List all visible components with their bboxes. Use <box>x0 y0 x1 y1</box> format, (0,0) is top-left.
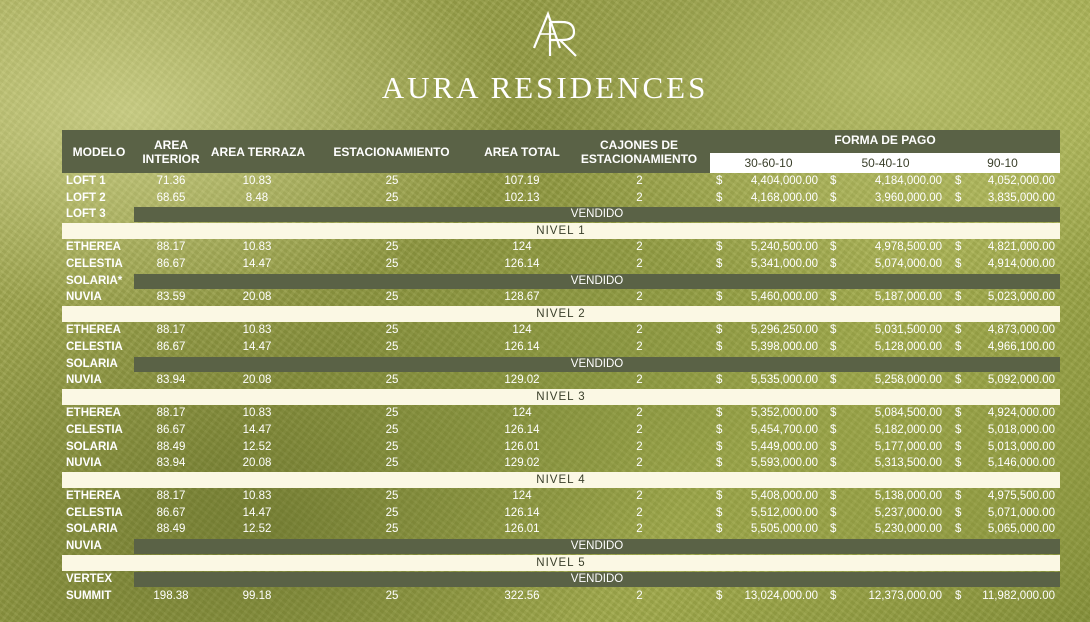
currency-symbol: $ <box>955 324 962 337</box>
cell-modelo: ETHEREA <box>66 407 121 420</box>
cell-area-terraza: 99.18 <box>242 589 272 602</box>
cell-area-interior: 83.59 <box>156 291 186 304</box>
table-row <box>62 289 1060 306</box>
currency-symbol: $ <box>955 423 962 436</box>
price-table <box>62 130 1060 604</box>
col-area-terraza: AREA TERRAZA <box>210 144 306 159</box>
table-row <box>62 521 1060 538</box>
sold-row <box>62 206 1060 223</box>
cell-cajones: 2 <box>636 241 643 254</box>
cell-modelo: LOFT 3 <box>66 208 106 221</box>
currency-symbol: $ <box>830 457 837 470</box>
currency-symbol: $ <box>716 175 723 187</box>
sold-row <box>62 356 1060 373</box>
table-row <box>62 439 1060 456</box>
cell-cajones: 2 <box>636 440 643 453</box>
cell-estacionamiento: 25 <box>385 340 399 353</box>
cell-area-terraza: 20.08 <box>242 374 272 387</box>
cell-price-30-60-10: 5,240,500.00 <box>750 241 818 254</box>
cell-modelo: LOFT 2 <box>66 191 106 204</box>
cell-area-total: 126.14 <box>504 423 540 436</box>
payment-plans-row <box>710 153 1060 173</box>
cell-price-50-40-10: 5,138,000.00 <box>874 490 942 503</box>
cell-price-50-40-10: 4,184,000.00 <box>874 175 942 187</box>
currency-symbol: $ <box>830 440 837 453</box>
cell-area-interior: 88.17 <box>156 324 186 337</box>
currency-symbol: $ <box>955 291 962 304</box>
cell-area-terraza: 12.52 <box>242 523 272 536</box>
currency-symbol: $ <box>716 324 723 337</box>
cell-area-interior: 88.17 <box>156 407 186 420</box>
currency-symbol: $ <box>830 291 837 304</box>
level-divider: NIVEL 5 <box>62 555 1060 572</box>
col-area-total: AREA TOTAL <box>484 144 560 159</box>
cell-price-50-40-10: 5,128,000.00 <box>874 340 942 353</box>
cell-price-50-40-10: 5,313,500.00 <box>874 457 942 470</box>
cell-area-terraza: 12.52 <box>242 440 272 453</box>
currency-symbol: $ <box>830 589 837 602</box>
cell-modelo: SOLARIA <box>66 440 118 453</box>
currency-symbol: $ <box>955 241 962 254</box>
cell-area-total: 124 <box>512 407 532 420</box>
currency-symbol: $ <box>830 506 837 519</box>
cell-estacionamiento: 25 <box>385 457 399 470</box>
cell-area-total: 126.01 <box>504 440 540 453</box>
plan-90-10: 90-10 <box>987 156 1018 170</box>
table-row <box>62 588 1060 605</box>
level-divider: NIVEL 2 <box>62 306 1060 323</box>
cell-price-50-40-10: 5,182,000.00 <box>874 423 942 436</box>
cell-area-interior: 198.38 <box>153 589 189 602</box>
cell-cajones: 2 <box>636 523 643 536</box>
cell-cajones: 2 <box>636 490 643 503</box>
cell-estacionamiento: 25 <box>385 175 399 187</box>
cell-estacionamiento: 25 <box>385 324 399 337</box>
cell-price-30-60-10: 5,352,000.00 <box>750 407 818 420</box>
currency-symbol: $ <box>830 423 837 436</box>
cell-price-90-10: 5,013,000.00 <box>987 440 1055 453</box>
sold-banner: VENDIDO <box>134 207 1060 222</box>
cell-area-terraza: 10.83 <box>242 407 272 420</box>
currency-symbol: $ <box>955 340 962 353</box>
cell-price-90-10: 4,052,000.00 <box>987 175 1055 187</box>
cell-price-30-60-10: 5,512,000.00 <box>750 506 818 519</box>
table-row <box>62 455 1060 472</box>
level-divider: NIVEL 3 <box>62 389 1060 406</box>
cell-modelo: NUVIA <box>66 291 102 304</box>
cell-price-30-60-10: 5,408,000.00 <box>750 490 818 503</box>
cell-modelo: LOFT 1 <box>66 175 106 187</box>
cell-estacionamiento: 25 <box>385 374 399 387</box>
currency-symbol: $ <box>716 241 723 254</box>
currency-symbol: $ <box>955 257 962 270</box>
cell-price-50-40-10: 5,177,000.00 <box>874 440 942 453</box>
sold-banner: VENDIDO <box>134 572 1060 587</box>
cell-area-interior: 88.49 <box>156 523 186 536</box>
cell-cajones: 2 <box>636 506 643 519</box>
sold-row <box>62 538 1060 555</box>
cell-price-90-10: 5,023,000.00 <box>987 291 1055 304</box>
table-row <box>62 190 1060 207</box>
cell-estacionamiento: 25 <box>385 589 399 602</box>
currency-symbol: $ <box>955 506 962 519</box>
plan-30-60-10: 30-60-10 <box>744 156 793 170</box>
col-estacionamiento: ESTACIONAMIENTO <box>333 144 450 159</box>
cell-cajones: 2 <box>636 457 643 470</box>
brand-title: AURA RESIDENCES <box>381 70 709 105</box>
table-row <box>62 422 1060 439</box>
currency-symbol: $ <box>830 324 837 337</box>
currency-symbol: $ <box>955 407 962 420</box>
cell-area-terraza: 10.83 <box>242 175 272 187</box>
cell-area-terraza: 10.83 <box>242 490 272 503</box>
cell-estacionamiento: 25 <box>385 506 399 519</box>
plan-50-40-10: 50-40-10 <box>861 156 910 170</box>
currency-symbol: $ <box>716 257 723 270</box>
col-forma-pago: FORMA DE PAGO <box>834 133 936 147</box>
currency-symbol: $ <box>955 523 962 536</box>
cell-modelo: SOLARIA* <box>66 274 123 287</box>
sold-banner: VENDIDO <box>134 357 1060 372</box>
cell-modelo: CELESTIA <box>66 257 123 270</box>
col-modelo: MODELO <box>72 144 126 159</box>
cell-cajones: 2 <box>636 324 643 337</box>
cell-area-terraza: 14.47 <box>242 423 272 436</box>
currency-symbol: $ <box>716 589 723 602</box>
cell-price-90-10: 5,146,000.00 <box>987 457 1055 470</box>
cell-modelo: CELESTIA <box>66 506 123 519</box>
cell-area-interior: 88.17 <box>156 490 186 503</box>
cell-cajones: 2 <box>636 589 643 602</box>
cell-area-terraza: 10.83 <box>242 324 272 337</box>
sold-row <box>62 571 1060 588</box>
cell-price-50-40-10: 3,960,000.00 <box>874 191 942 204</box>
cell-price-50-40-10: 5,258,000.00 <box>874 374 942 387</box>
cell-area-total: 102.13 <box>504 191 540 204</box>
currency-symbol: $ <box>716 291 723 304</box>
cell-area-interior: 88.49 <box>156 440 186 453</box>
cell-price-90-10: 5,018,000.00 <box>987 423 1055 436</box>
cell-modelo: SUMMIT <box>66 589 112 602</box>
level-divider: NIVEL 1 <box>62 223 1060 240</box>
table-row <box>62 322 1060 339</box>
cell-price-90-10: 4,924,000.00 <box>987 407 1055 420</box>
cell-estacionamiento: 25 <box>385 523 399 536</box>
cell-estacionamiento: 25 <box>385 191 399 204</box>
cell-price-90-10: 4,914,000.00 <box>987 257 1055 270</box>
cell-modelo: ETHEREA <box>66 324 121 337</box>
currency-symbol: $ <box>830 241 837 254</box>
cell-cajones: 2 <box>636 423 643 436</box>
cell-price-30-60-10: 5,454,700.00 <box>750 423 818 436</box>
cell-price-50-40-10: 5,237,000.00 <box>874 506 942 519</box>
cell-price-90-10: 4,873,000.00 <box>987 324 1055 337</box>
currency-symbol: $ <box>716 423 723 436</box>
cell-price-50-40-10: 5,084,500.00 <box>874 407 942 420</box>
cell-modelo: VERTEX <box>66 573 113 586</box>
currency-symbol: $ <box>830 374 837 387</box>
cell-area-interior: 86.67 <box>156 340 186 353</box>
cell-area-total: 124 <box>512 490 532 503</box>
cell-price-30-60-10: 5,296,250.00 <box>750 324 818 337</box>
cell-estacionamiento: 25 <box>385 490 399 503</box>
cell-area-total: 126.01 <box>504 523 540 536</box>
cell-cajones: 2 <box>636 191 643 204</box>
cell-area-total: 124 <box>512 241 532 254</box>
sold-banner: VENDIDO <box>134 539 1060 554</box>
cell-area-interior: 86.67 <box>156 506 186 519</box>
currency-symbol: $ <box>716 374 723 387</box>
cell-price-50-40-10: 4,978,500.00 <box>874 241 942 254</box>
cell-modelo: CELESTIA <box>66 340 123 353</box>
cell-cajones: 2 <box>636 291 643 304</box>
cell-area-terraza: 14.47 <box>242 257 272 270</box>
currency-symbol: $ <box>830 257 837 270</box>
currency-symbol: $ <box>716 440 723 453</box>
cell-price-90-10: 5,092,000.00 <box>987 374 1055 387</box>
currency-symbol: $ <box>830 340 837 353</box>
cell-price-90-10: 4,821,000.00 <box>987 241 1055 254</box>
cell-modelo: NUVIA <box>66 540 102 553</box>
cell-area-interior: 83.94 <box>156 374 186 387</box>
cell-area-total: 124 <box>512 324 532 337</box>
cell-area-total: 129.02 <box>504 374 540 387</box>
cell-cajones: 2 <box>636 407 643 420</box>
currency-symbol: $ <box>830 490 837 503</box>
table-row <box>62 488 1060 505</box>
cell-estacionamiento: 25 <box>385 241 399 254</box>
cell-price-30-60-10: 5,535,000.00 <box>750 374 818 387</box>
cell-price-90-10: 5,071,000.00 <box>987 506 1055 519</box>
currency-symbol: $ <box>830 175 837 187</box>
cell-area-interior: 86.67 <box>156 257 186 270</box>
currency-symbol: $ <box>830 523 837 536</box>
cell-price-50-40-10: 5,230,000.00 <box>874 523 942 536</box>
cell-price-30-60-10: 5,341,000.00 <box>750 257 818 270</box>
cell-price-30-60-10: 5,398,000.00 <box>750 340 818 353</box>
currency-symbol: $ <box>955 457 962 470</box>
cell-area-interior: 86.67 <box>156 423 186 436</box>
currency-symbol: $ <box>955 374 962 387</box>
currency-symbol: $ <box>955 175 962 187</box>
cell-estacionamiento: 25 <box>385 407 399 420</box>
cell-area-interior: 88.17 <box>156 241 186 254</box>
cell-price-30-60-10: 5,449,000.00 <box>750 440 818 453</box>
cell-price-50-40-10: 5,031,500.00 <box>874 324 942 337</box>
currency-symbol: $ <box>955 490 962 503</box>
col-cajones: CAJONES DE ESTACIONAMIENTO <box>580 137 698 166</box>
currency-symbol: $ <box>716 506 723 519</box>
cell-estacionamiento: 25 <box>385 257 399 270</box>
cell-price-30-60-10: 5,505,000.00 <box>750 523 818 536</box>
cell-cajones: 2 <box>636 374 643 387</box>
cell-price-90-10: 11,982,000.00 <box>982 589 1055 602</box>
cell-cajones: 2 <box>636 340 643 353</box>
currency-symbol: $ <box>830 191 837 204</box>
sold-row <box>62 273 1060 290</box>
cell-modelo: ETHEREA <box>66 490 121 503</box>
table-header <box>62 130 1060 173</box>
cell-price-30-60-10: 13,024,000.00 <box>744 589 818 602</box>
cell-price-50-40-10: 5,187,000.00 <box>874 291 942 304</box>
cell-area-terraza: 14.47 <box>242 340 272 353</box>
cell-price-30-60-10: 4,404,000.00 <box>750 175 818 187</box>
currency-symbol: $ <box>716 407 723 420</box>
cell-area-terraza: 20.08 <box>242 457 272 470</box>
currency-symbol: $ <box>955 191 962 204</box>
cell-price-30-60-10: 4,168,000.00 <box>750 191 818 204</box>
cell-modelo: NUVIA <box>66 457 102 470</box>
cell-area-total: 322.56 <box>504 589 540 602</box>
cell-estacionamiento: 25 <box>385 440 399 453</box>
currency-symbol: $ <box>716 457 723 470</box>
table-row <box>62 339 1060 356</box>
table-row <box>62 505 1060 522</box>
cell-cajones: 2 <box>636 257 643 270</box>
currency-symbol: $ <box>955 589 962 602</box>
cell-price-50-40-10: 12,373,000.00 <box>868 589 942 602</box>
table-row <box>62 405 1060 422</box>
cell-area-total: 126.14 <box>504 340 540 353</box>
currency-symbol: $ <box>830 407 837 420</box>
cell-area-total: 126.14 <box>504 506 540 519</box>
cell-price-30-60-10: 5,460,000.00 <box>750 291 818 304</box>
currency-symbol: $ <box>955 440 962 453</box>
cell-area-interior: 68.65 <box>156 191 186 204</box>
col-area-interior: AREA INTERIOR <box>142 137 200 166</box>
currency-symbol: $ <box>716 340 723 353</box>
cell-estacionamiento: 25 <box>385 291 399 304</box>
cell-cajones: 2 <box>636 175 643 187</box>
cell-price-90-10: 3,835,000.00 <box>987 191 1055 204</box>
cell-area-terraza: 20.08 <box>242 291 272 304</box>
table-row <box>62 239 1060 256</box>
cell-area-interior: 71.36 <box>156 175 186 187</box>
cell-price-90-10: 5,065,000.00 <box>987 523 1055 536</box>
cell-price-90-10: 4,975,500.00 <box>987 490 1055 503</box>
cell-price-50-40-10: 5,074,000.00 <box>874 257 942 270</box>
currency-symbol: $ <box>716 191 723 204</box>
aura-logo <box>528 8 580 60</box>
cell-area-terraza: 14.47 <box>242 506 272 519</box>
cell-area-terraza: 10.83 <box>242 241 272 254</box>
cell-area-terraza: 8.48 <box>245 191 269 204</box>
sold-banner: VENDIDO <box>134 274 1060 289</box>
table-row <box>62 173 1060 190</box>
cell-price-90-10: 4,966,100.00 <box>987 340 1055 353</box>
cell-modelo: SOLARIA <box>66 523 118 536</box>
level-divider: NIVEL 4 <box>62 472 1060 489</box>
table-body <box>62 173 1060 604</box>
cell-modelo: CELESTIA <box>66 423 123 436</box>
cell-modelo: NUVIA <box>66 374 102 387</box>
cell-area-total: 128.67 <box>504 291 540 304</box>
cell-price-30-60-10: 5,593,000.00 <box>750 457 818 470</box>
cell-area-total: 129.02 <box>504 457 540 470</box>
cell-estacionamiento: 25 <box>385 423 399 436</box>
currency-symbol: $ <box>716 490 723 503</box>
cell-modelo: ETHEREA <box>66 241 121 254</box>
cell-area-interior: 83.94 <box>156 457 186 470</box>
currency-symbol: $ <box>716 523 723 536</box>
table-row <box>62 372 1060 389</box>
table-row <box>62 256 1060 273</box>
cell-area-total: 126.14 <box>504 257 540 270</box>
cell-area-total: 107.19 <box>504 175 540 187</box>
cell-modelo: SOLARIA <box>66 357 118 370</box>
